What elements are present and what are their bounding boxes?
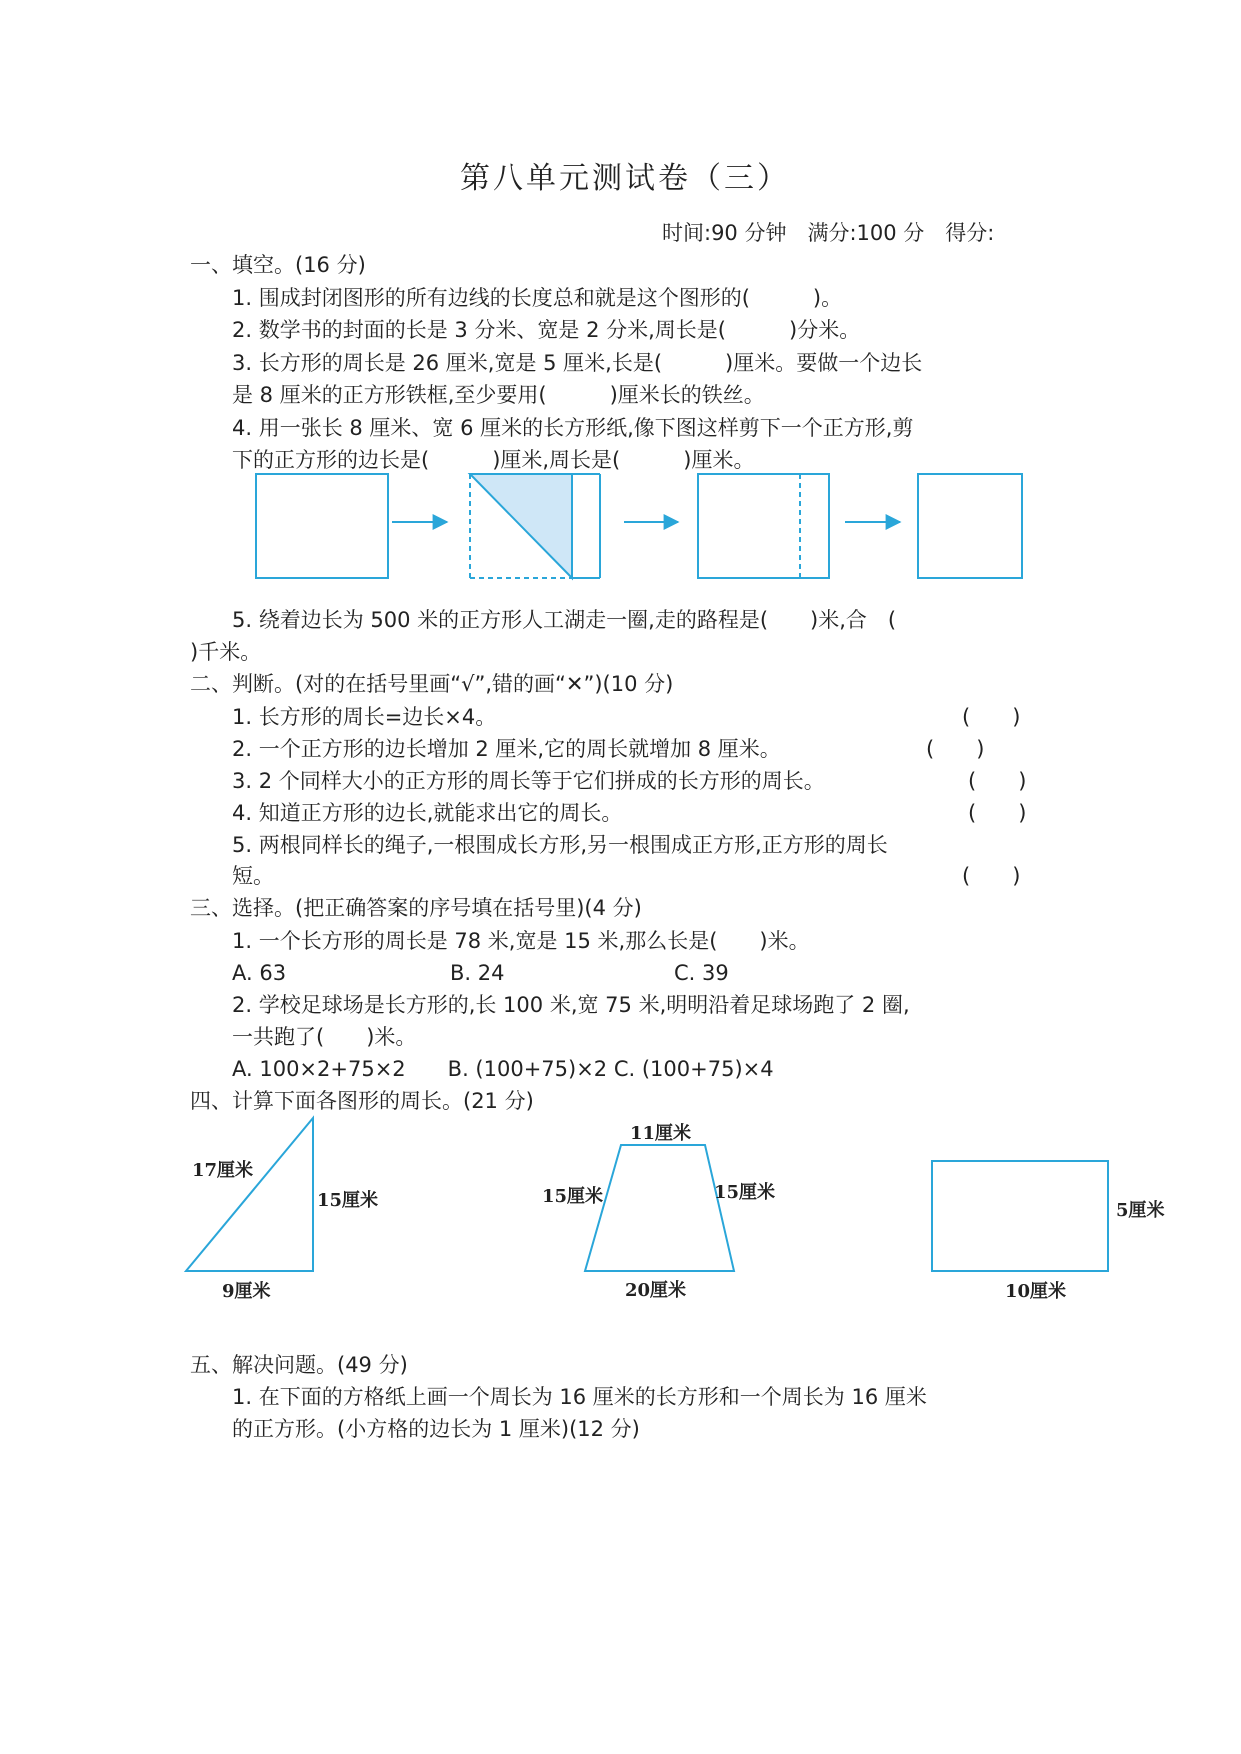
s2-q5-blank: ( ) bbox=[962, 864, 1021, 888]
s2-q5-line1: 5. 两根同样长的绳子,一根围成长方形,另一根围成正方形,正方形的周长 bbox=[232, 833, 888, 857]
trapezoid-right-label: 15厘米 bbox=[714, 1182, 776, 1203]
section-5-heading: 五、解决问题。(49 分) bbox=[190, 1353, 408, 1377]
triangle-figure bbox=[186, 1118, 378, 1302]
s1-q1: 1. 围成封闭图形的所有边线的长度总和就是这个图形的( )。 bbox=[232, 286, 843, 310]
triangle-hypotenuse-label: 17厘米 bbox=[192, 1160, 254, 1181]
s1-q3-line2: 是 8 厘米的正方形铁框,至少要用( )厘米长的铁丝。 bbox=[232, 383, 765, 407]
section-3-heading: 三、选择。(把正确答案的序号填在括号里)(4 分) bbox=[190, 896, 642, 920]
s1-q3-line1: 3. 长方形的周长是 26 厘米,宽是 5 厘米,长是( )厘米。要做一个边长 bbox=[232, 351, 923, 375]
triangle-base-label: 9厘米 bbox=[222, 1281, 271, 1302]
trapezoid-figure bbox=[542, 1122, 775, 1301]
s3-q1: 1. 一个长方形的周长是 78 米,宽是 15 米,那么长是( )米。 bbox=[232, 929, 810, 953]
trapezoid-left-label: 15厘米 bbox=[542, 1186, 604, 1207]
s2-q5-line2: 短。 bbox=[232, 864, 274, 888]
s3-q2-line2: 一共跑了( )米。 bbox=[232, 1025, 417, 1049]
s2-q4: 4. 知道正方形的边长,就能求出它的周长。 bbox=[232, 801, 623, 825]
s3-q2-options: A. 100×2+75×2 B. (100+75)×2 C. (100+75)×4 bbox=[232, 1057, 774, 1081]
s2-q4-blank: ( ) bbox=[968, 801, 1027, 825]
s3-q1-option-a: A. 63 bbox=[232, 961, 287, 985]
section-1-heading: 一、填空。(16 分) bbox=[190, 253, 366, 277]
s1-q5-line1: 5. 绕着边长为 500 米的正方形人工湖走一圈,走的路程是( )米,合 ( bbox=[232, 608, 897, 632]
s2-q1: 1. 长方形的周长=边长×4。 bbox=[232, 705, 497, 729]
s1-q4-line1: 4. 用一张长 8 厘米、宽 6 厘米的长方形纸,像下图这样剪下一个正方形,剪 bbox=[232, 416, 914, 440]
s2-q2-blank: ( ) bbox=[926, 737, 985, 761]
s1-q4-line2: 下的正方形的边长是( )厘米,周长是( )厘米。 bbox=[232, 448, 755, 472]
rectangle-height-label: 5厘米 bbox=[1116, 1200, 1165, 1221]
s1-q5-line2: )千米。 bbox=[190, 640, 262, 664]
s5-q1-line2: 的正方形。(小方格的边长为 1 厘米)(12 分) bbox=[232, 1417, 640, 1441]
s3-q1-option-c: C. 39 bbox=[674, 961, 729, 985]
section-4-heading: 四、计算下面各图形的周长。(21 分) bbox=[190, 1089, 534, 1113]
s3-q1-option-b: B. 24 bbox=[450, 961, 505, 985]
section-2-heading: 二、判断。(对的在括号里画“√”,错的画“✕”)(10 分) bbox=[190, 672, 674, 696]
rectangle-width-label: 10厘米 bbox=[1005, 1281, 1067, 1302]
trapezoid-bottom-label: 20厘米 bbox=[625, 1280, 687, 1301]
exam-meta: 时间:90 分钟 满分:100 分 得分: bbox=[662, 221, 995, 245]
trapezoid-top-label: 11厘米 bbox=[630, 1123, 692, 1144]
s2-q1-blank: ( ) bbox=[962, 705, 1021, 729]
s2-q3-blank: ( ) bbox=[968, 769, 1027, 793]
triangle-height-label: 15厘米 bbox=[317, 1190, 379, 1211]
s2-q2: 2. 一个正方形的边长增加 2 厘米,它的周长就增加 8 厘米。 bbox=[232, 737, 781, 761]
s1-q2: 2. 数学书的封面的长是 3 分米、宽是 2 分米,周长是( )分米。 bbox=[232, 318, 861, 342]
rectangle-figure bbox=[932, 1161, 1165, 1302]
s5-q1-line1: 1. 在下面的方格纸上画一个周长为 16 厘米的长方形和一个周长为 16 厘米 bbox=[232, 1385, 927, 1409]
page-title: 第八单元测试卷（三） bbox=[460, 161, 790, 196]
s3-q2-line1: 2. 学校足球场是长方形的,长 100 米,宽 75 米,明明沿着足球场跑了 2 圈, bbox=[232, 993, 910, 1017]
s2-q3: 3. 2 个同样大小的正方形的周长等于它们拼成的长方形的周长。 bbox=[232, 769, 825, 793]
